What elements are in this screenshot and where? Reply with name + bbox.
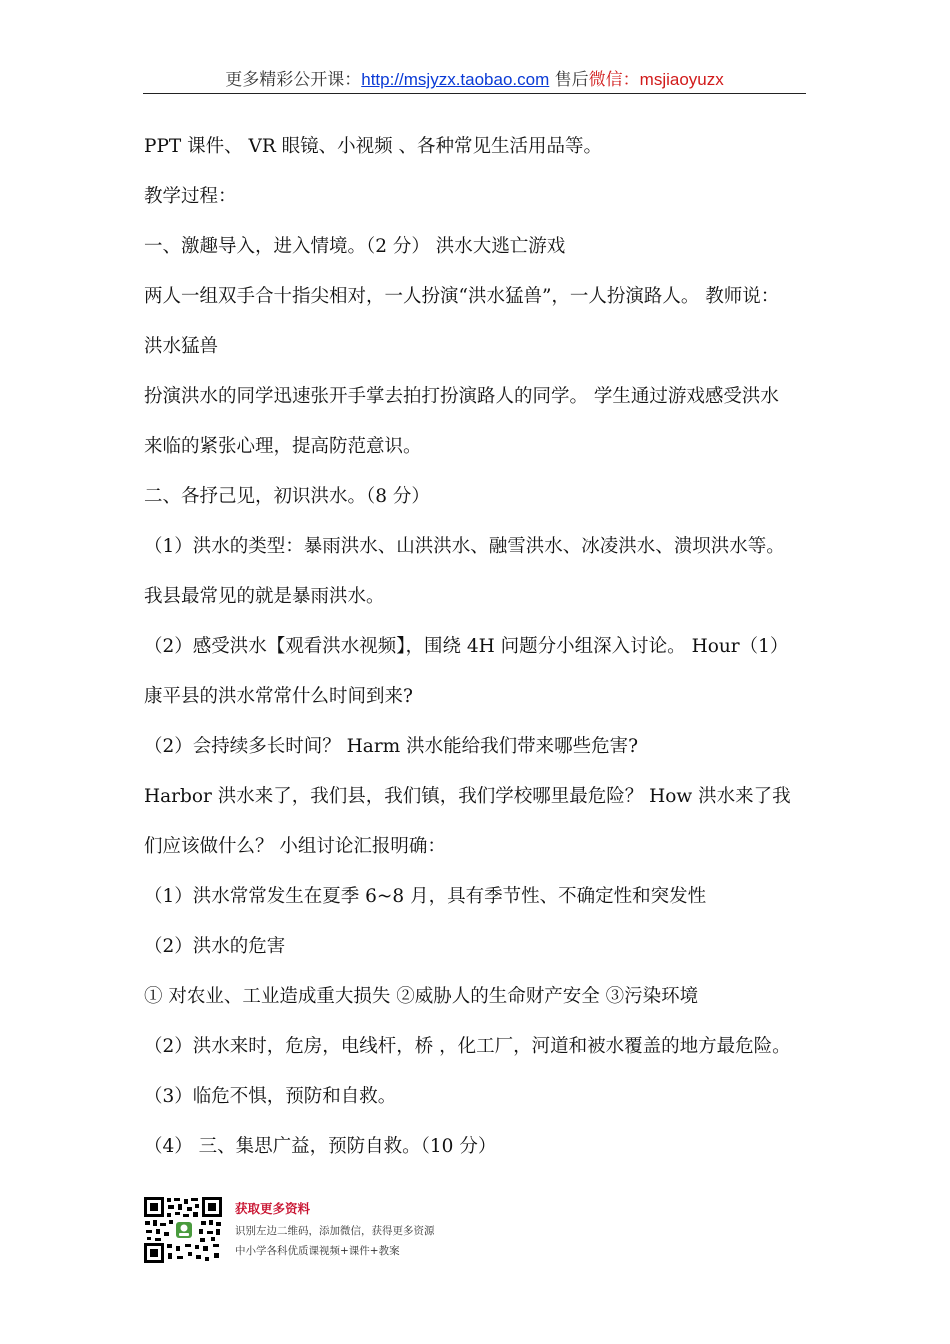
header-after-sale: 售后	[549, 70, 589, 90]
paragraph-line: （2）会持续多长时间？ Harm 洪水能给我们带来哪些危害?	[144, 736, 639, 757]
paragraph-line: 康平县的洪水常常什么时间到来?	[144, 686, 413, 707]
page-header	[143, 68, 806, 92]
paragraph-line: 们应该做什么？ 小组讨论汇报明确：	[144, 836, 446, 857]
paragraph-line: ① 对农业、工业造成重大损失 ②威胁人的生命财产安全 ③污染环境	[144, 986, 699, 1007]
section-heading: （4） 三、集思广益，预防自救。（10 分）	[144, 1136, 497, 1157]
footer-title: 获取更多资料	[235, 1201, 311, 1216]
paragraph-line: （2）感受洪水【观看洪水视频】，围绕 4H 问题分小组深入讨论。 Hour（1）	[144, 636, 789, 657]
header-prefix: 更多精彩公开课：	[225, 70, 362, 90]
shop-link[interactable]: http://msjyzx.taobao.com	[361, 70, 550, 89]
header-wechat-label: 微信：	[588, 70, 640, 90]
paragraph-line: 洪水猛兽	[144, 336, 219, 357]
paragraph-line: 扮演洪水的同学迅速张开手掌去拍打扮演路人的同学。 学生通过游戏感受洪水	[144, 386, 779, 407]
document-body	[144, 128, 824, 1178]
paragraph-line: （2）洪水来时，危房，电线杆，桥 ，化工厂，河道和被水覆盖的地方最危险。	[144, 1036, 791, 1057]
paragraph-line: （3）临危不惧，预防和自救。	[144, 1086, 397, 1107]
header-wechat-account: msjiaoyuzx	[639, 70, 724, 89]
footer-line-1: 识别左边二维码，添加微信，获得更多资源	[235, 1225, 435, 1237]
section-heading: 二、各抒己见，初识洪水。（8 分）	[144, 486, 430, 507]
paragraph-line: 我县最常见的就是暴雨洪水。	[144, 586, 385, 607]
header-divider	[143, 93, 806, 94]
paragraph-line: （1）洪水常常发生在夏季 6~8 月，具有季节性、不确定性和突发性	[144, 886, 707, 907]
paragraph-line: 教学过程：	[144, 186, 237, 207]
paragraph-line: （1）洪水的类型：暴雨洪水、山洪洪水、融雪洪水、冰凌洪水、溃坝洪水等。	[144, 536, 785, 557]
paragraph-line: （2）洪水的危害	[144, 936, 286, 957]
qr-code-icon	[143, 1196, 223, 1264]
paragraph-line: PPT 课件、 VR 眼镜、小视频 、各种常见生活用品等。	[144, 136, 603, 157]
footer-line-2: 中小学各科优质课视频+课件+教案	[235, 1245, 400, 1257]
section-heading: 一、激趣导入，进入情境。（2 分） 洪水大逃亡游戏	[144, 236, 566, 257]
footer-ad	[143, 1196, 483, 1266]
paragraph-line: 来临的紧张心理，提高防范意识。	[144, 436, 422, 457]
paragraph-line: 两人一组双手合十指尖相对，一人扮演“洪水猛兽”，一人扮演路人。 教师说：	[144, 286, 780, 307]
paragraph-line: Harbor 洪水来了，我们县，我们镇，我们学校哪里最危险？ How 洪水来了我	[144, 786, 791, 807]
